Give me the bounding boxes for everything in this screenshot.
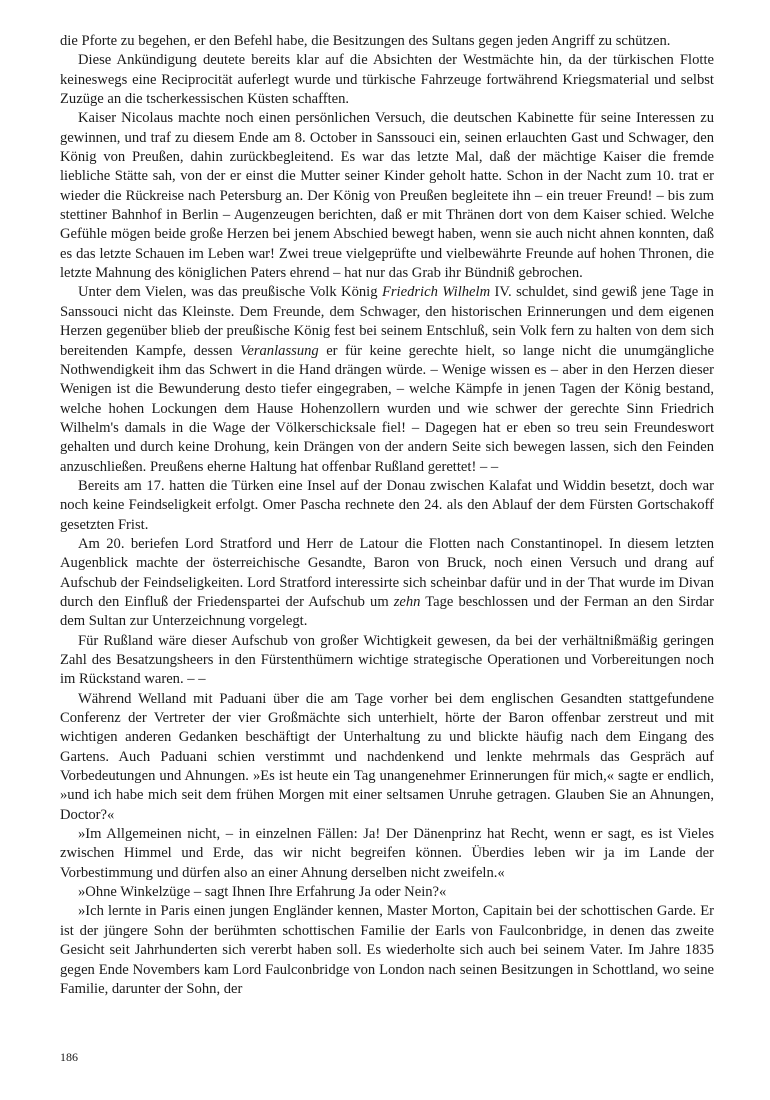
paragraph-text: Tage beschlossen und der Ferman an den Sirdar dem Sultan zur Unterzeichnung vorgelegt. [60, 593, 714, 630]
paragraph-text: Kaiser Nicolaus machte noch einen persönlichen Versuch, die deutschen Kabinette für seine Interessen zu gewinnen, und traf zu diesem Ende am 8. October in Sanssouci ein, seinen erlauchten Gast und Schwager, den König von Preußen, dahin zurückbegleitend. Es war das letzte Mal, daß der mächtige Kaiser die fremde liebliche Stätte sah, von der er einst die Mutter seiner Kinder geholt hatte. Schon in der Nacht zum 10. trat er wieder die Rückreise nach Petersburg an. Der König von Preußen begleitete ihn – ein treuer Freund! – bis zum stettiner Bahnhof in Berlin – Augenzeugen berichten, daß er mit Thränen dort von dem Kaiser schied. Welche Gefühle mögen beide große Herzen bei jenem Abschied bewegt haben, wenn sie auch nicht ahnen konnten, daß es das letzte Schauen im Leben war! Zwei treue vielgeprüfte und vielbewährte Freunde auf hohen Thronen, die letzte Mahnung des königlichen Paters ehrend – hat nur das Grab ihr Bündniß gebrochen. [60, 110, 714, 282]
paragraph [60, 283, 714, 476]
paragraph [60, 632, 714, 690]
paragraph-text: »Ich lernte in Paris einen jungen Engländer kennen, Master Morton, Capitain bei der schottischen Garde. Er ist der jüngere Sohn der berühmten schottischen Familie der Earls von Faulconbridge, in denen das zweite Gesicht seit Jahrhunderten sich vererbt haben soll. Es wiederholte sich auch bei seinem Vater. Im Jahre 1835 gegen Ende Novembers kam Lord Faulconbridge von London nach seinen Besitzungen in Schottland, wo seine Familie, darunter der Sohn, der [60, 903, 714, 997]
page-number: 186 [60, 1050, 78, 1064]
paragraph [60, 109, 714, 283]
paragraph [60, 883, 714, 902]
paragraph-text: Diese Ankündigung deutete bereits klar auf die Absichten der Westmächte hin, da der türkischen Flotte keineswegs eine Reciprocität auferlegt wurde und türkische Fahrzeuge fortwährend Kriegsmaterial und selbst Zuzüge an die tscherkessischen Küsten schafften. [60, 52, 714, 108]
paragraph-text: die Pforte zu begehen, er den Befehl habe, die Besitzungen des Sultans gegen jeden Angriff zu schützen. [60, 33, 671, 49]
paragraph-text: Unter dem Vielen, was das preußische Volk König [78, 284, 382, 301]
paragraph [60, 902, 714, 999]
paragraph [60, 51, 714, 109]
paragraph-text: »Ohne Winkelzüge – sagt Ihnen Ihre Erfahrung Ja oder Nein?« [78, 884, 447, 901]
emphasized-text: Friedrich Wilhelm [381, 284, 491, 301]
paragraph-text: er für keine gerechte hielt, so lange nicht die unumgängliche Nothwendigkeit ihm das Schwert in die Hand drängen würde. – Wenige wissen es – aber in den Herzen dieser Wenigen ist die Bewunderung desto tiefer eingegraben, – welche Kämpfe in jenen Tagen der König bestand, welche hohen Lockungen dem Hause Hohenzollern wurden und wie schwer der gerechte Sinn Friedrich Wilhelm's damals in die Wage der Völkerschicksale fiel! – Dagegen hat er eben so treu sein Freundeswort gehalten und durch keine Drohung, kein Drängen von der andern Seite sich bewegen lassen, sich den Feinden anzuschließen. Preußens eherne Haltung hat offenbar Rußland gerettet! – – [60, 342, 714, 475]
emphasized-text: Veranlassung [240, 342, 319, 359]
paragraph-text: Während Welland mit Paduani über die am Tage vorher bei dem englischen Gesandten stattgefundene Conferenz der Vertreter der vier Großmächte sich unterhielt, hörte der Baron offenbar zerstreut und mit wichtigen anderen Gedanken beschäftigt der Unterhaltung zu und blickte häufig nach dem Eingang des Gartens. Auch Paduani schien verstimmt und nachdenkend und lenkte mehrmals das Gespräch auf Vorbedeutungen und Ahnungen. »Es ist heute ein Tag unangenehmer Erinnerungen für mich,« sagte er endlich, »und ich habe mich seit dem frühen Morgen mit einer seltsamen Unruhe getragen. Glauben Sie an Ahnungen, Doctor?« [60, 690, 714, 823]
paragraph-text: Am 20. beriefen Lord Stratford und Herr de Latour die Flotten nach Constantinopel. In diesem letzten Augenblick machte der österreichische Gesandte, Baron von Bruck, noch einen Versuch und drang auf Aufschub der Feindseligkeiten. Lord Stratford interessirte sich scheinbar dafür und in der That wurde im Divan durch den Einfluß der Friedenspartei der Aufschub um [60, 535, 714, 610]
paragraph-text: »Im Allgemeinen nicht, – in einzelnen Fällen: Ja! Der Dänenprinz hat Recht, wenn er sagt, es ist Vieles zwischen Himmel und Erde, das wir nicht begreifen können. Überdies leben wir ja im Lande der Vorbestimmung und dürfen also an einer Ahnung derselben nicht zweifeln.« [60, 826, 714, 881]
emphasized-text: zehn [393, 593, 421, 610]
paragraph [60, 535, 714, 632]
page-body [60, 32, 714, 999]
paragraph [60, 477, 714, 535]
paragraph-text: Für Rußland wäre dieser Aufschub von großer Wichtigkeit gewesen, da bei der verhältnißmäßig geringen Zahl des Besatzungsheers in den Fürstenthümern wichtige strategische Operationen und Vorbereitungen noch im Rückstand waren. – – [60, 632, 714, 688]
paragraph [60, 32, 714, 51]
paragraph-text: IV. schuldet, sind gewiß jene Tage in Sanssouci nicht das Kleinste. Dem Freunde, dem Schwager, den historischen Erinnerungen und dem eigenen Herzen gegenüber blieb der preußische König fest bei seinem Entschluß, sein Volk fern zu halten von dem sich bereitenden Kampfe, dessen [60, 284, 714, 359]
paragraph [60, 690, 714, 825]
paragraph-text: Bereits am 17. hatten die Türken eine Insel auf der Donau zwischen Kalafat und Widdin besetzt, doch war noch keine Feindseligkeit erfolgt. Omer Pascha rechnete den 24. als den Ablauf der dem Fürsten Gortschakoff gesetzten Frist. [60, 477, 714, 533]
paragraph [60, 825, 714, 883]
